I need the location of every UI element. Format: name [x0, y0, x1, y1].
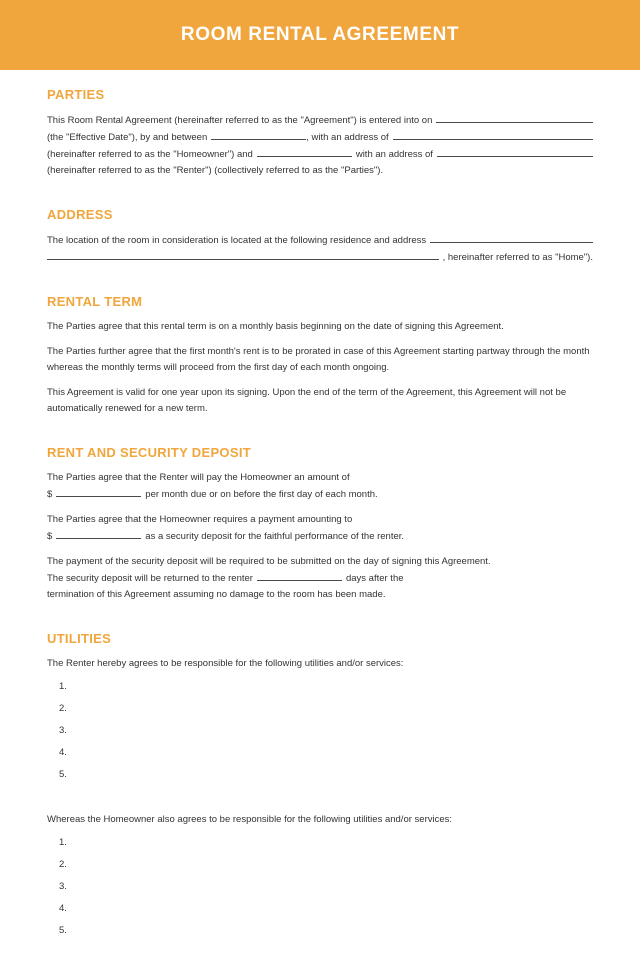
renter-utilities-list — [47, 676, 593, 786]
rental-term-paragraph-3: This Agreement is valid for one year upon its signing. Upon the end of the term of the Agreement, this Agreement will not be automatically renewed for a new term. — [47, 387, 569, 414]
line-text: The Parties agree that the Homeowner requires a payment amounting to — [47, 514, 353, 525]
doc-line — [47, 146, 593, 163]
list-item-number: 1. — [59, 681, 67, 692]
line-text: (hereinafter referred to as the "Homeowner") and — [47, 149, 253, 160]
line-text: termination of this Agreement assuming no damage to the room has been made. — [47, 589, 386, 600]
line-text: , hereinafter referred to as "Home"). — [442, 252, 593, 263]
line-text: The Parties agree that the Renter will pay the Homeowner an amount of — [47, 472, 350, 483]
doc-line — [47, 129, 593, 146]
list-item-number: 4. — [59, 903, 67, 914]
line-text: as a security deposit for the faithful performance of the renter. — [145, 531, 405, 542]
doc-line — [47, 570, 593, 587]
line-text: (the "Effective Date"), by and between — [47, 132, 208, 143]
list-item-number: 3. — [59, 725, 67, 736]
line-text: , with an address of — [306, 132, 389, 143]
line-text: (hereinafter referred to as the "Renter") (collectively referred to as the "Parties"). — [47, 165, 384, 176]
section-address — [47, 207, 593, 266]
rental-term-paragraph-1: The Parties agree that this rental term is on a monthly basis beginning on the date of signing this Agreement. — [47, 321, 504, 332]
deposit-return-paragraph — [47, 554, 593, 603]
parties-heading: PARTIES — [47, 87, 105, 102]
blank-line — [436, 112, 593, 123]
security-deposit-paragraph — [47, 512, 593, 545]
blank-line — [257, 570, 342, 581]
line-text: $ — [47, 489, 53, 500]
line-text: $ — [47, 531, 53, 542]
homeowner-utilities-intro: Whereas the Homeowner also agrees to be responsible for the following utilities and/or services: — [47, 814, 453, 825]
blank-line — [393, 129, 593, 140]
section-parties — [47, 87, 593, 179]
line-text: days after the — [345, 573, 404, 584]
section-rental-term — [47, 294, 593, 417]
homeowner-utilities-list — [47, 832, 593, 942]
rental-term-paragraph-2: The Parties further agree that the first month's rent is to be prorated in case of this Agreement starting partway through the month whereas the monthly terms will proceed from the first day of each month ongoing. — [47, 346, 593, 373]
blank-line — [211, 129, 306, 140]
renter-utilities-intro: The Renter hereby agrees to be responsible for the following utilities and/or services: — [47, 658, 404, 669]
doc-line — [47, 470, 593, 486]
doc-line — [47, 554, 593, 570]
blank-line — [430, 232, 593, 243]
line-text: The location of the room in consideration is located at the following residence and address — [47, 235, 427, 246]
doc-line — [47, 249, 593, 266]
list-item-number: 3. — [59, 881, 67, 892]
line-text: The security deposit will be returned to the renter — [47, 573, 253, 584]
line-text: per month due or on before the first day of each month. — [145, 489, 378, 500]
blank-line — [56, 486, 141, 497]
doc-line — [47, 528, 593, 545]
parties-paragraph — [47, 112, 593, 179]
section-rent-security-deposit — [47, 445, 593, 603]
list-item-number: 2. — [59, 703, 67, 714]
doc-line — [47, 112, 593, 129]
blank-line — [257, 146, 352, 157]
list-item-number: 1. — [59, 837, 67, 848]
rent-paragraph — [47, 470, 593, 503]
blank-line — [47, 249, 439, 260]
line-text: The payment of the security deposit will be required to be submitted on the day of signing this Agreement. — [47, 556, 491, 567]
utilities-heading: UTILITIES — [47, 631, 112, 646]
doc-line — [47, 512, 593, 528]
document-header — [0, 0, 640, 70]
document-body — [0, 70, 640, 962]
document-title: ROOM RENTAL AGREEMENT — [180, 24, 460, 45]
line-text: with an address of — [355, 149, 433, 160]
doc-line — [47, 587, 593, 603]
list-item-number: 4. — [59, 747, 67, 758]
doc-line — [47, 486, 593, 503]
doc-line — [47, 232, 593, 249]
address-heading: ADDRESS — [47, 207, 113, 222]
section-utilities — [47, 631, 593, 942]
blank-line — [56, 528, 141, 539]
rental-term-heading: RENTAL TERM — [47, 294, 143, 309]
line-text: This Room Rental Agreement (hereinafter referred to as the "Agreement") is entered into on — [47, 115, 433, 126]
rent-deposit-heading: RENT AND SECURITY DEPOSIT — [47, 445, 251, 460]
blank-line — [437, 146, 593, 157]
list-item-number: 5. — [59, 925, 67, 936]
list-item-number: 2. — [59, 859, 67, 870]
address-paragraph — [47, 232, 593, 266]
list-item-number: 5. — [59, 769, 67, 780]
doc-line — [47, 163, 593, 179]
